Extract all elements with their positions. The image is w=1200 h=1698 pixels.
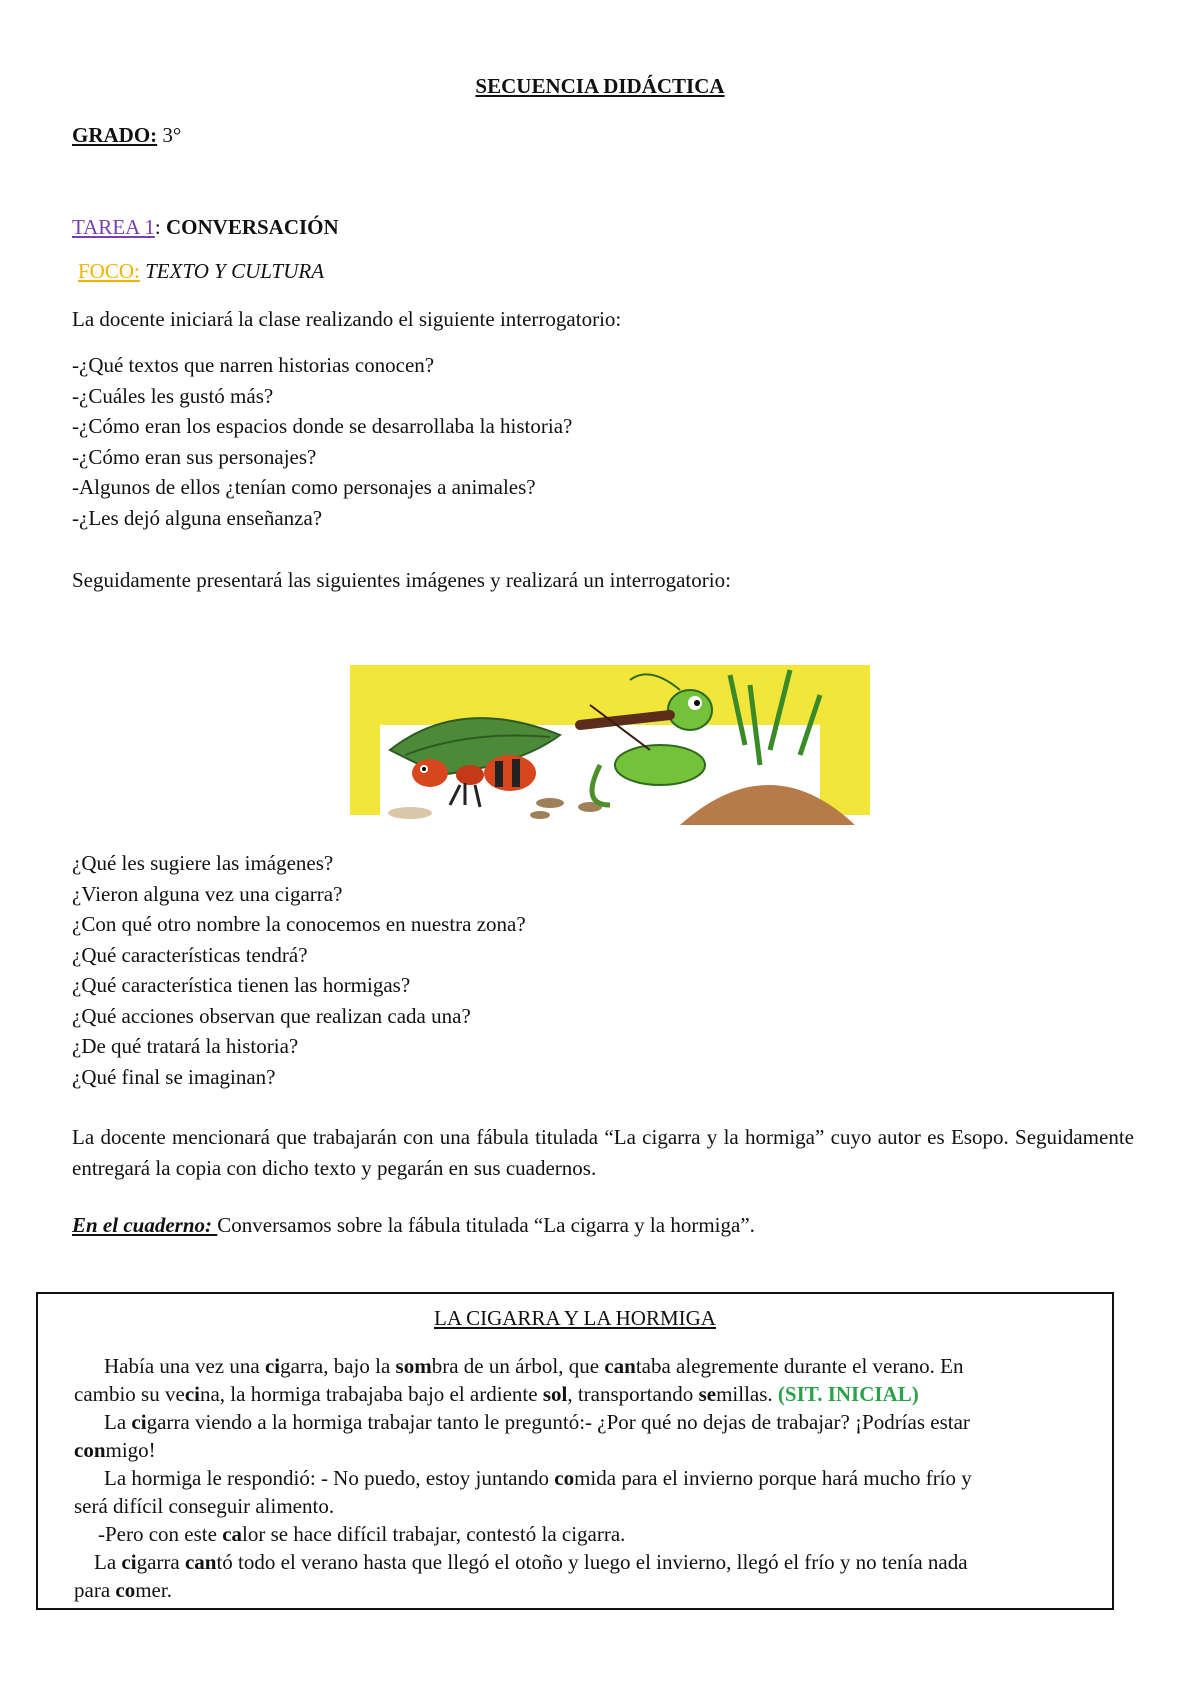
list-item: ¿De qué tratará la historia? bbox=[72, 1034, 299, 1058]
grado-label: GRADO: bbox=[72, 123, 158, 147]
fable-text: Había una vez una cigarra, bajo la sombra de un árbol, que cantaba alegremente durante el verano. En cambio su vecina, la hormiga trabajaba bajo el ardiente sol, transportando semillas. (SIT. INICIAL) La cigarra viendo a la hormiga trabajar tanto le preguntó:- ¿Por qué no dejas de trabajar? ¡Podrías estar conmigo! La hormiga le respondió: - No puedo, estoy juntando comida para el invierno porque hará mucho frío y será difícil conseguir alimento. -Pero con este calor se hace difícil trabajar, contestó la cigarra. La cigarra cantó todo el verano hasta que llegó el otoño y luego el invierno, llegó el frío y no tenía nada para comer. bbox=[74, 1354, 972, 1602]
questions-list-1 bbox=[72, 350, 572, 533]
questions-list-2 bbox=[72, 848, 526, 1092]
document-title: SECUENCIA DIDÁCTICA bbox=[475, 74, 725, 98]
images-intro-text: Seguidamente presentará las siguientes imágenes y realizará un interrogatorio: bbox=[72, 568, 731, 592]
foco-value: TEXTO Y CULTURA bbox=[139, 259, 325, 283]
fable-title: LA CIGARRA Y LA HORMIGA bbox=[434, 1306, 716, 1330]
list-item: ¿Qué características tendrá? bbox=[72, 942, 308, 967]
tarea-line bbox=[72, 212, 339, 242]
list-item: ¿Qué acciones observan que realizan cada una? bbox=[72, 1003, 471, 1028]
tarea-title: CONVERSACIÓN bbox=[166, 215, 339, 239]
list-item: ¿Con qué otro nombre la conocemos en nuestra zona? bbox=[72, 912, 526, 936]
fable-box bbox=[36, 1292, 1114, 1610]
list-item: ¿Qué les sugiere las imágenes? bbox=[72, 851, 334, 875]
fable-intro-paragraph: La docente mencionará que trabajarán con una fábula titulada “La cigarra y la hormiga” cuyo autor es Esopo. Seguidamente entregará la copia con dicho texto y pegarán en sus cuadernos. bbox=[72, 1125, 1134, 1180]
list-item: -Algunos de ellos ¿tenían como personajes a animales? bbox=[72, 475, 536, 499]
intro-text: La docente iniciará la clase realizando el siguiente interrogatorio: bbox=[72, 307, 622, 331]
grado-value: 3° bbox=[157, 123, 182, 147]
list-item: -¿Qué textos que narren historias conocen? bbox=[72, 353, 435, 377]
list-item: -¿Cómo eran los espacios donde se desarrollaba la historia? bbox=[72, 414, 573, 438]
list-item: ¿Qué final se imaginan? bbox=[72, 1064, 276, 1089]
list-item: -¿Les dejó alguna enseñanza? bbox=[72, 505, 323, 530]
cuaderno-label: En el cuaderno: bbox=[72, 1213, 218, 1237]
foco-label: FOCO: bbox=[78, 259, 140, 283]
situation-label: (SIT. INICIAL) bbox=[777, 1382, 919, 1406]
grado-line bbox=[72, 120, 181, 150]
fable-illustration bbox=[350, 655, 870, 830]
list-item: -¿Cómo eran sus personajes? bbox=[72, 444, 317, 469]
list-item: ¿Qué característica tienen las hormigas? bbox=[72, 973, 411, 997]
cuaderno-text: Conversamos sobre la fábula titulada “La cigarra y la hormiga”. bbox=[217, 1213, 755, 1237]
list-item: ¿Vieron alguna vez una cigarra? bbox=[72, 881, 343, 906]
list-item: -¿Cuáles les gustó más? bbox=[72, 383, 274, 408]
tarea-label: TAREA 1 bbox=[72, 215, 155, 239]
tarea-sep: : bbox=[154, 215, 166, 239]
cuaderno-line bbox=[72, 1210, 755, 1240]
foco-line bbox=[78, 256, 324, 286]
